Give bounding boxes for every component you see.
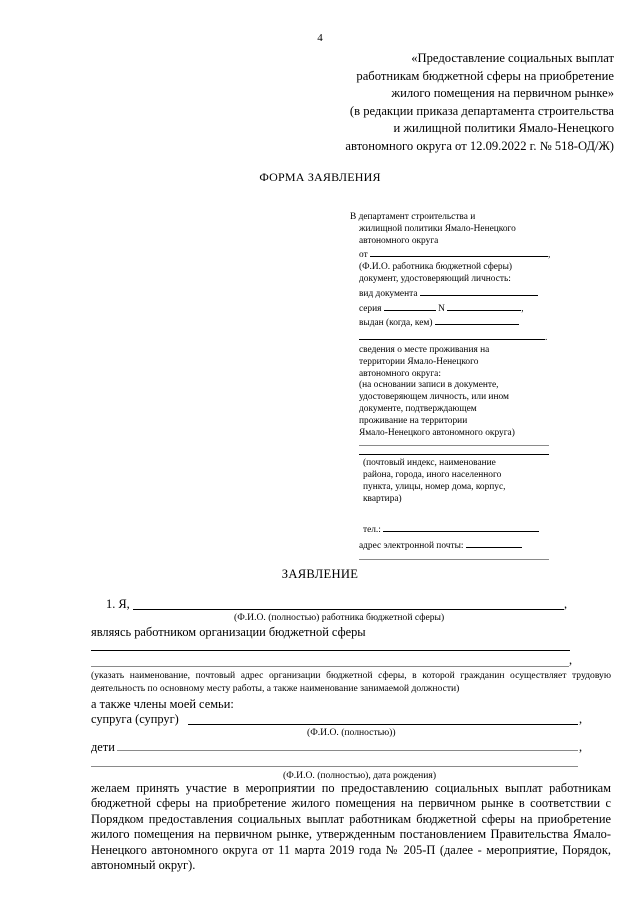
applicant-fio-caption: (Ф.И.О. (полностью) работника бюджетной сферы) bbox=[234, 612, 445, 623]
page-number: 4 bbox=[317, 32, 323, 44]
doc-type-label: вид документа bbox=[359, 288, 418, 299]
children-label: дети bbox=[91, 740, 115, 754]
residence-line: сведения о месте проживания на bbox=[359, 344, 490, 355]
from-line: от , bbox=[350, 247, 560, 262]
address-block bbox=[350, 212, 560, 562]
spouse-caption: (Ф.И.О. (полностью)) bbox=[307, 727, 396, 738]
statement-title: ЗАЯВЛЕНИЕ bbox=[281, 567, 359, 581]
basis-line: документе, подтверждающем bbox=[359, 403, 477, 414]
doc-type-line bbox=[350, 286, 560, 301]
series-field[interactable] bbox=[384, 301, 436, 311]
email-fill-field[interactable] bbox=[359, 559, 549, 560]
postal-caption: района, города, иного населенного bbox=[363, 470, 502, 481]
children-caption: (Ф.И.О. (полностью), дата рождения) bbox=[283, 770, 437, 781]
spouse-label: супруга (супруг) bbox=[91, 712, 179, 726]
postal-caption: пункта, улицы, номер дома, корпус, bbox=[363, 481, 506, 492]
basis-line: (на основании записи в документе, bbox=[359, 380, 499, 391]
document-heading bbox=[345, 50, 614, 156]
number-field[interactable] bbox=[447, 301, 521, 311]
basis-line: проживание на территории bbox=[359, 415, 468, 426]
postal-caption: (почтовый индекс, наименование bbox=[363, 458, 496, 469]
phone-line bbox=[350, 522, 560, 537]
comma: , bbox=[569, 653, 573, 667]
item-1-label: 1. Я, bbox=[106, 597, 130, 611]
comma: , bbox=[564, 597, 568, 611]
basis-line: удостоверяющем личность, или ином bbox=[359, 392, 509, 403]
from-label: от bbox=[359, 250, 368, 261]
email-field[interactable] bbox=[466, 538, 522, 548]
issued-line bbox=[350, 315, 560, 330]
being-employee-text: являясь работником организации бюджетной сферы bbox=[91, 625, 366, 639]
residence-fill-field[interactable] bbox=[359, 445, 549, 446]
phone-label: тел.: bbox=[363, 524, 381, 535]
heading-line: (в редакции приказа департамента строительства bbox=[349, 103, 614, 118]
addressee-line: жилищной политики Ямало-Ненецкого bbox=[359, 223, 516, 234]
heading-line: и жилищной политики Ямало-Ненецкого bbox=[393, 121, 614, 136]
fio-caption: (Ф.И.О. работника бюджетной сферы) bbox=[359, 262, 513, 273]
email-label: адрес электронной почты: bbox=[359, 541, 464, 552]
children-fio-field-2[interactable] bbox=[91, 766, 578, 767]
postal-caption: квартира) bbox=[363, 493, 402, 504]
issued-label: выдан (когда, кем) bbox=[359, 318, 433, 329]
residence-fill-field-2[interactable] bbox=[359, 454, 549, 455]
statement-paragraph: желаем принять участие в мероприятии по предоставлению социальных выплат работникам бюджетной сферы на приобретение жилого помещения на первичном рынке в соответствии с Порядком предоставления социальных выплат работникам бюджетной сферы на приобретение жилого помещения на первичном рынке, утвержденным постановлением Правительства Ямало-Ненецкого автономного округа от 11 марта 2019 года № 205-П (далее - мероприятие, Порядок, автономный округ). bbox=[91, 781, 611, 873]
addressee-line: В департамент строительства и bbox=[350, 212, 476, 222]
issued-continuation: . bbox=[350, 330, 560, 345]
organization-note: (указать наименование, почтовый адрес организации бюджетной сферы, в которой гражданин осуществляет трудовую деятельность по основному месту работы, а также наименование занимаемой должности) bbox=[91, 670, 611, 694]
applicant-fio-field[interactable] bbox=[133, 609, 564, 610]
basis-line: Ямало-Ненецкого автономного округа) bbox=[359, 427, 515, 438]
family-label: а также члены моей семьи: bbox=[91, 697, 234, 711]
issued-field[interactable] bbox=[435, 315, 519, 325]
heading-line: работникам бюджетной сферы на приобретение bbox=[356, 68, 614, 83]
doc-type-field[interactable] bbox=[420, 286, 538, 296]
heading-line: жилого помещения на первичном рынке» bbox=[391, 86, 614, 101]
issued-field-2[interactable] bbox=[359, 330, 545, 340]
phone-field[interactable] bbox=[383, 522, 539, 532]
number-label: N bbox=[438, 303, 445, 314]
children-fio-field[interactable] bbox=[117, 750, 578, 751]
spouse-fio-field[interactable] bbox=[188, 724, 578, 725]
series-label: серия bbox=[359, 303, 382, 314]
addressee-line: автономного округа bbox=[359, 235, 439, 246]
organization-field-2[interactable] bbox=[91, 666, 569, 667]
heading-line: автономного округа от 12.09.2022 г. № 518-ОД/Ж) bbox=[345, 138, 614, 153]
email-line bbox=[350, 538, 560, 553]
comma: , bbox=[579, 740, 583, 754]
organization-field[interactable] bbox=[91, 650, 570, 651]
heading-line: «Предоставление социальных выплат bbox=[411, 51, 614, 65]
comma: , bbox=[579, 712, 583, 726]
from-fill-field[interactable] bbox=[370, 247, 548, 257]
series-line: серия N , bbox=[350, 301, 560, 316]
form-title: ФОРМА ЗАЯВЛЕНИЯ bbox=[259, 170, 381, 184]
residence-line: автономного округа: bbox=[359, 368, 441, 379]
doc-label: документ, удостоверяющий личность: bbox=[359, 273, 511, 284]
residence-line: территории Ямало-Ненецкого bbox=[359, 356, 479, 367]
